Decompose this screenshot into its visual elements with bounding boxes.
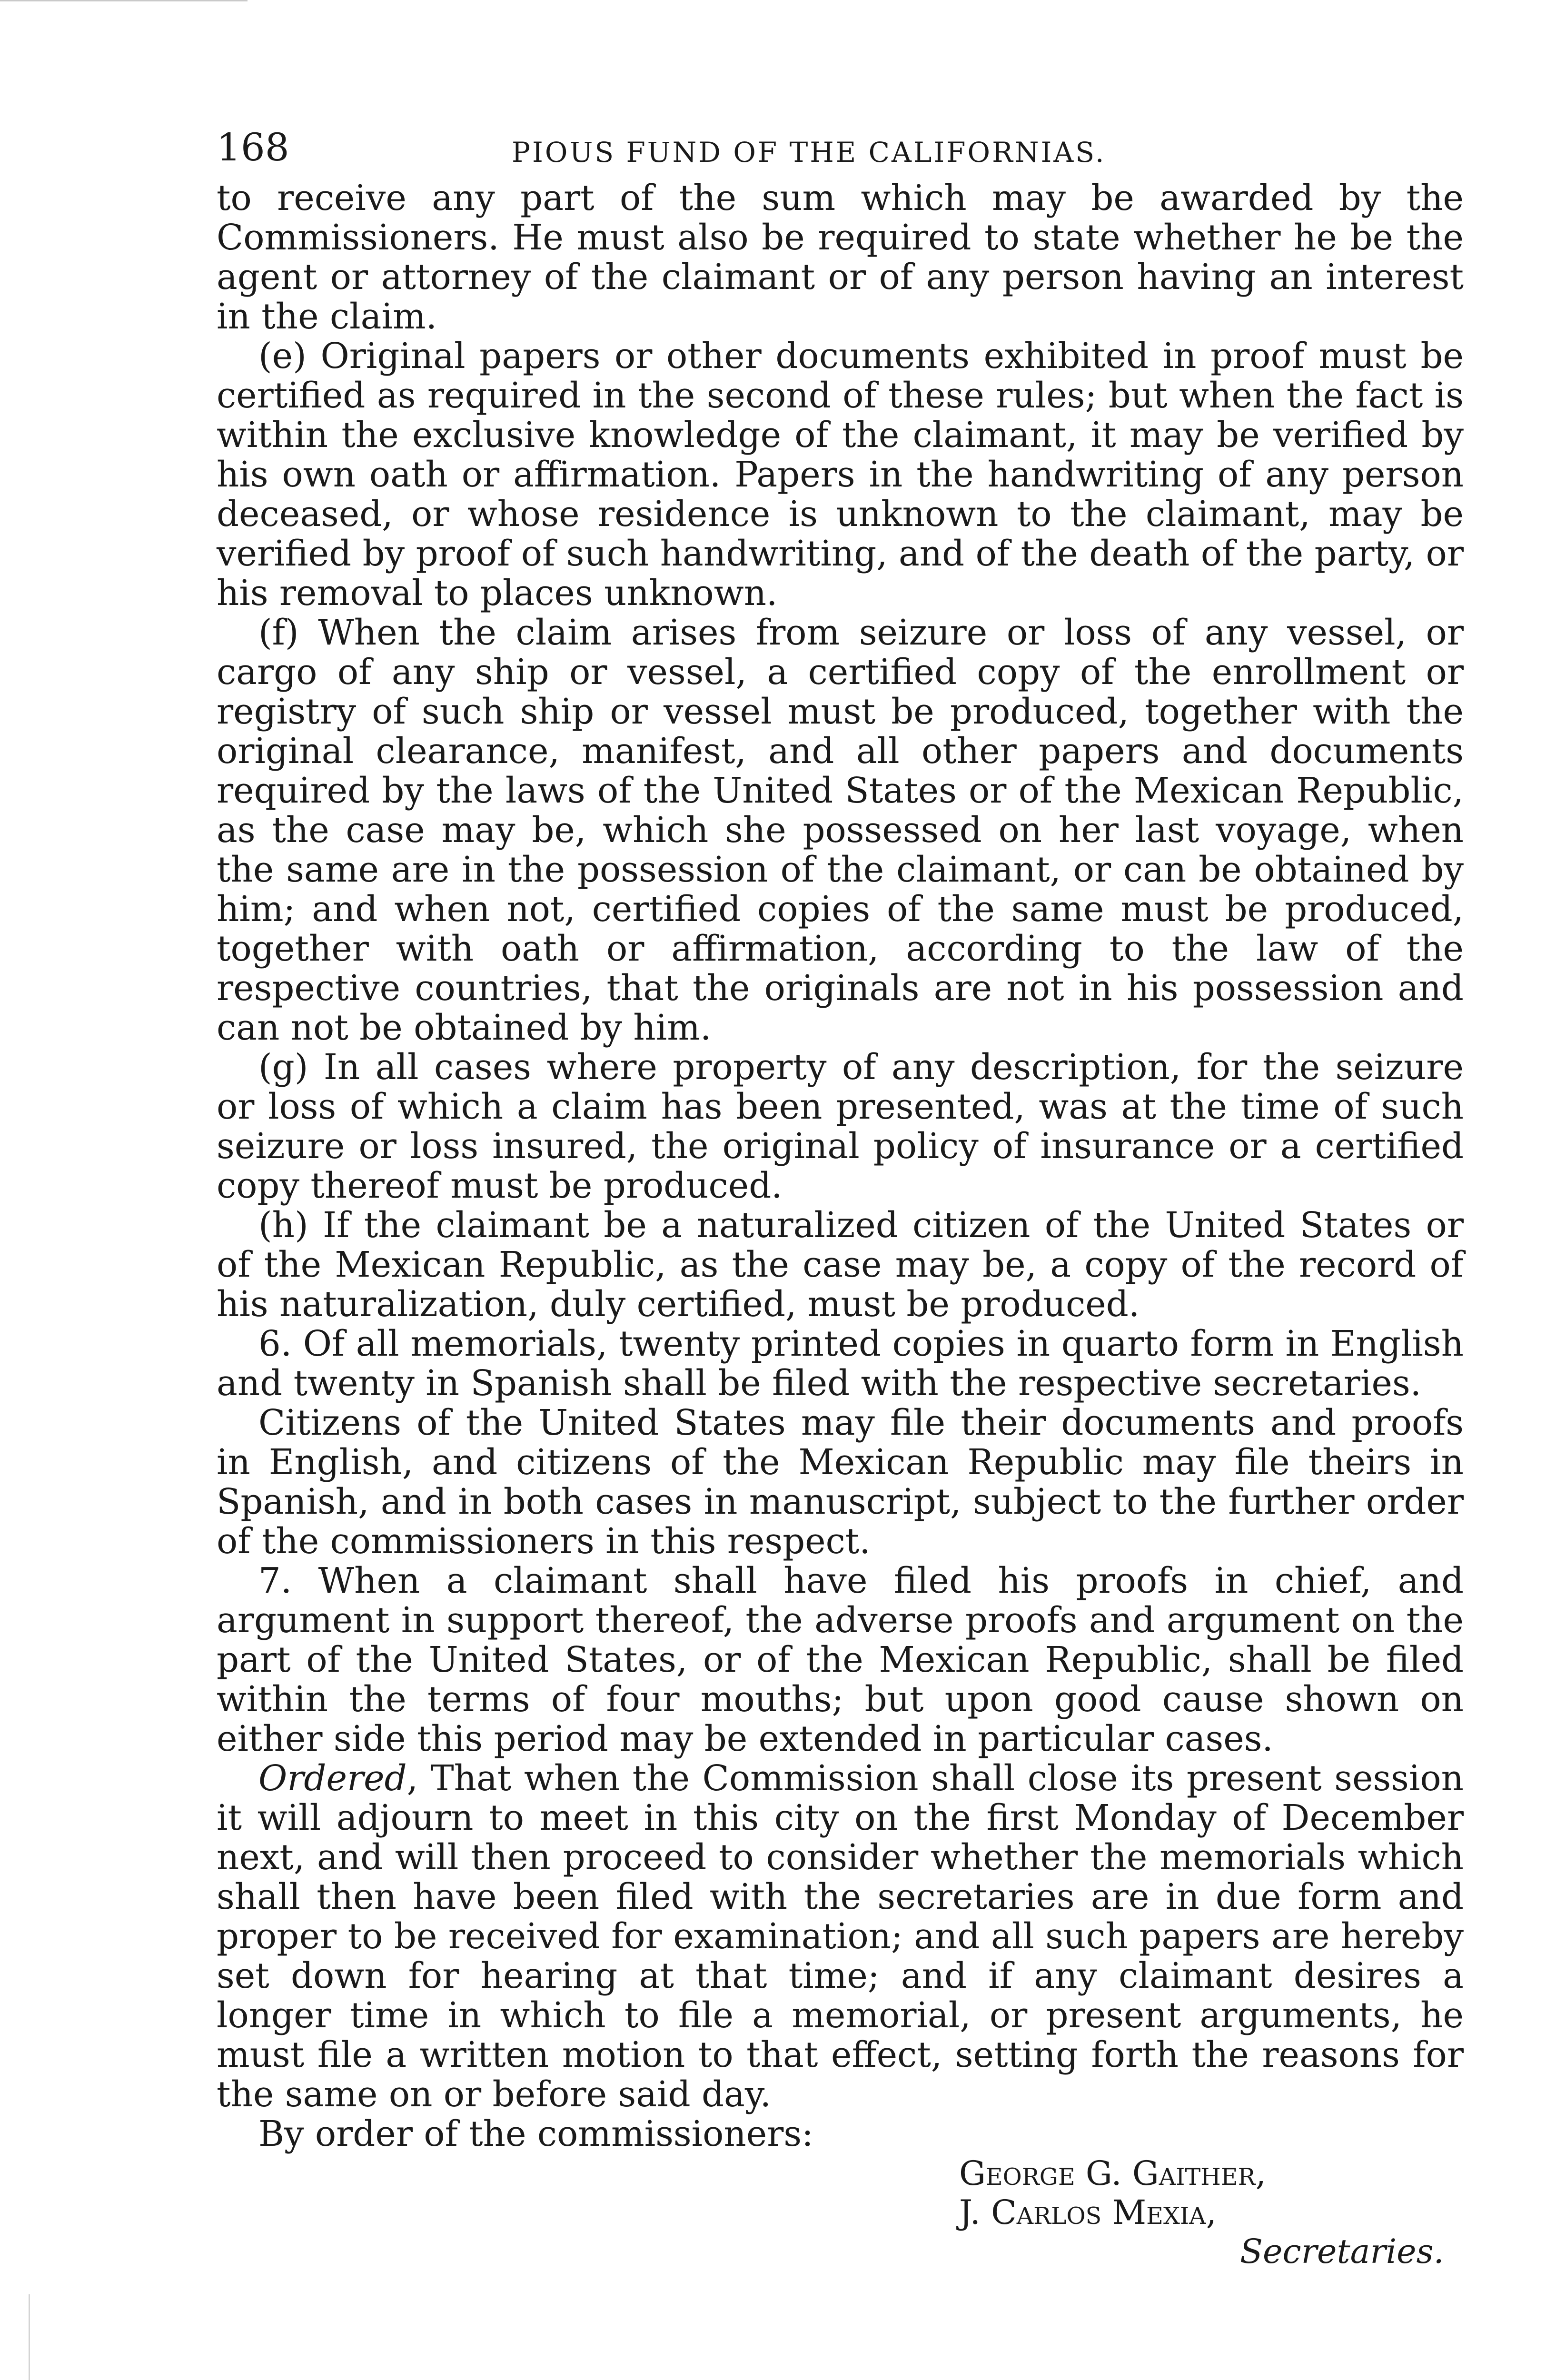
page-number: 168: [217, 125, 289, 169]
ordered-text: , That when the Commission shall close its present session it will adjourn to meet in this city on the first Monday of December next, and will then proceed to consider whether the memorials which shall then have been filed with the secretaries are in due form and proper to be received for examination; and all such papers are hereby set down for hearing at that time; and if any claimant desires a longer time in which to file a memorial, or present arguments, he must file a written motion to that effect, setting forth the reasons for the same on or before said day.: [217, 1758, 1464, 2115]
paragraph-continued: to receive any part of the sum which may be awarded by the Commissioners. He must also be required to state whether he be the agent or attorney of the claimant or of any person having an interest in the claim.: [217, 178, 1464, 337]
scan-edge-line: [0, 0, 248, 1]
signature-role: Secretaries.: [1240, 2232, 1444, 2271]
signature-block: [959, 2154, 1464, 2271]
running-title: PIOUS FUND OF THE CALIFORNIAS.: [512, 136, 1106, 169]
running-header: [217, 126, 1464, 178]
document-page: [217, 126, 1464, 2271]
paragraph-rule-e: (e) Original papers or other documents exhibited in proof must be certified as required in the second of these rules; but when the fact is within the exclusive knowledge of the claimant, it may be verified by his own oath or affirmation. Papers in the handwriting of any person deceased, or whose residence is unknown to the claimant, may be verified by proof of such handwriting, and of the death of the party, or his removal to places unknown.: [217, 336, 1464, 614]
closing-line: By order of the commissioners:: [258, 2114, 813, 2154]
signature-name-gaither: George G. Gaither,: [959, 2154, 1266, 2193]
body-text: [217, 178, 1464, 2154]
paragraph-rule-h: (h) If the claimant be a naturalized citizen of the United States or of the Mexican Republic, as the case may be, a copy of the record of his naturalization, duly certified, must be produced.: [217, 1205, 1464, 1325]
paragraph-ordered: [217, 1759, 1464, 2114]
paragraph-citizens: Citizens of the United States may file their documents and proofs in English, and citizens of the Mexican Republic may file theirs in Spanish, and in both cases in manuscript, subject to the further order of the commissioners in this respect.: [217, 1403, 1464, 1562]
paragraph-rule-g: (g) In all cases where property of any description, for the seizure or loss of which a claim has been presented, was at the time of such seizure or loss insured, the original policy of insurance or a certified copy thereof must be produced.: [217, 1047, 1464, 1206]
paragraph-rule-6: 6. Of all memorials, twenty printed copies in quarto form in English and twenty in Spanish shall be filed with the respective secretaries.: [217, 1324, 1464, 1404]
paragraph-rule-f: (f) When the claim arises from seizure or loss of any vessel, or cargo of any ship or vessel, a certified copy of the enrollment or registry of such ship or vessel must be produced, together with the original clearance, manifest, and all other papers and documents required by the laws of the United States or of the Mexican Republic, as the case may be, which she possessed on her last voyage, when the same are in the possession of the claimant, or can be obtained by him; and when not, certified copies of the same must be produced, together with oath or affirmation, according to the law of the respective countries, that the originals are not in his possession and can not be obtained by him.: [217, 613, 1464, 1048]
ordered-label: Ordered: [258, 1758, 407, 1799]
scan-margin-line: [29, 2294, 30, 2380]
paragraph-rule-7: 7. When a claimant shall have filed his proofs in chief, and argument in support thereof, the adverse proofs and argument on the part of the United States, or of the Mexican Republic, shall be filed within the terms of four mouths; but upon good cause shown on either side this period may be extended in particular cases.: [217, 1561, 1464, 1759]
signature-name-mexia: J. Carlos Mexia,: [959, 2193, 1217, 2232]
